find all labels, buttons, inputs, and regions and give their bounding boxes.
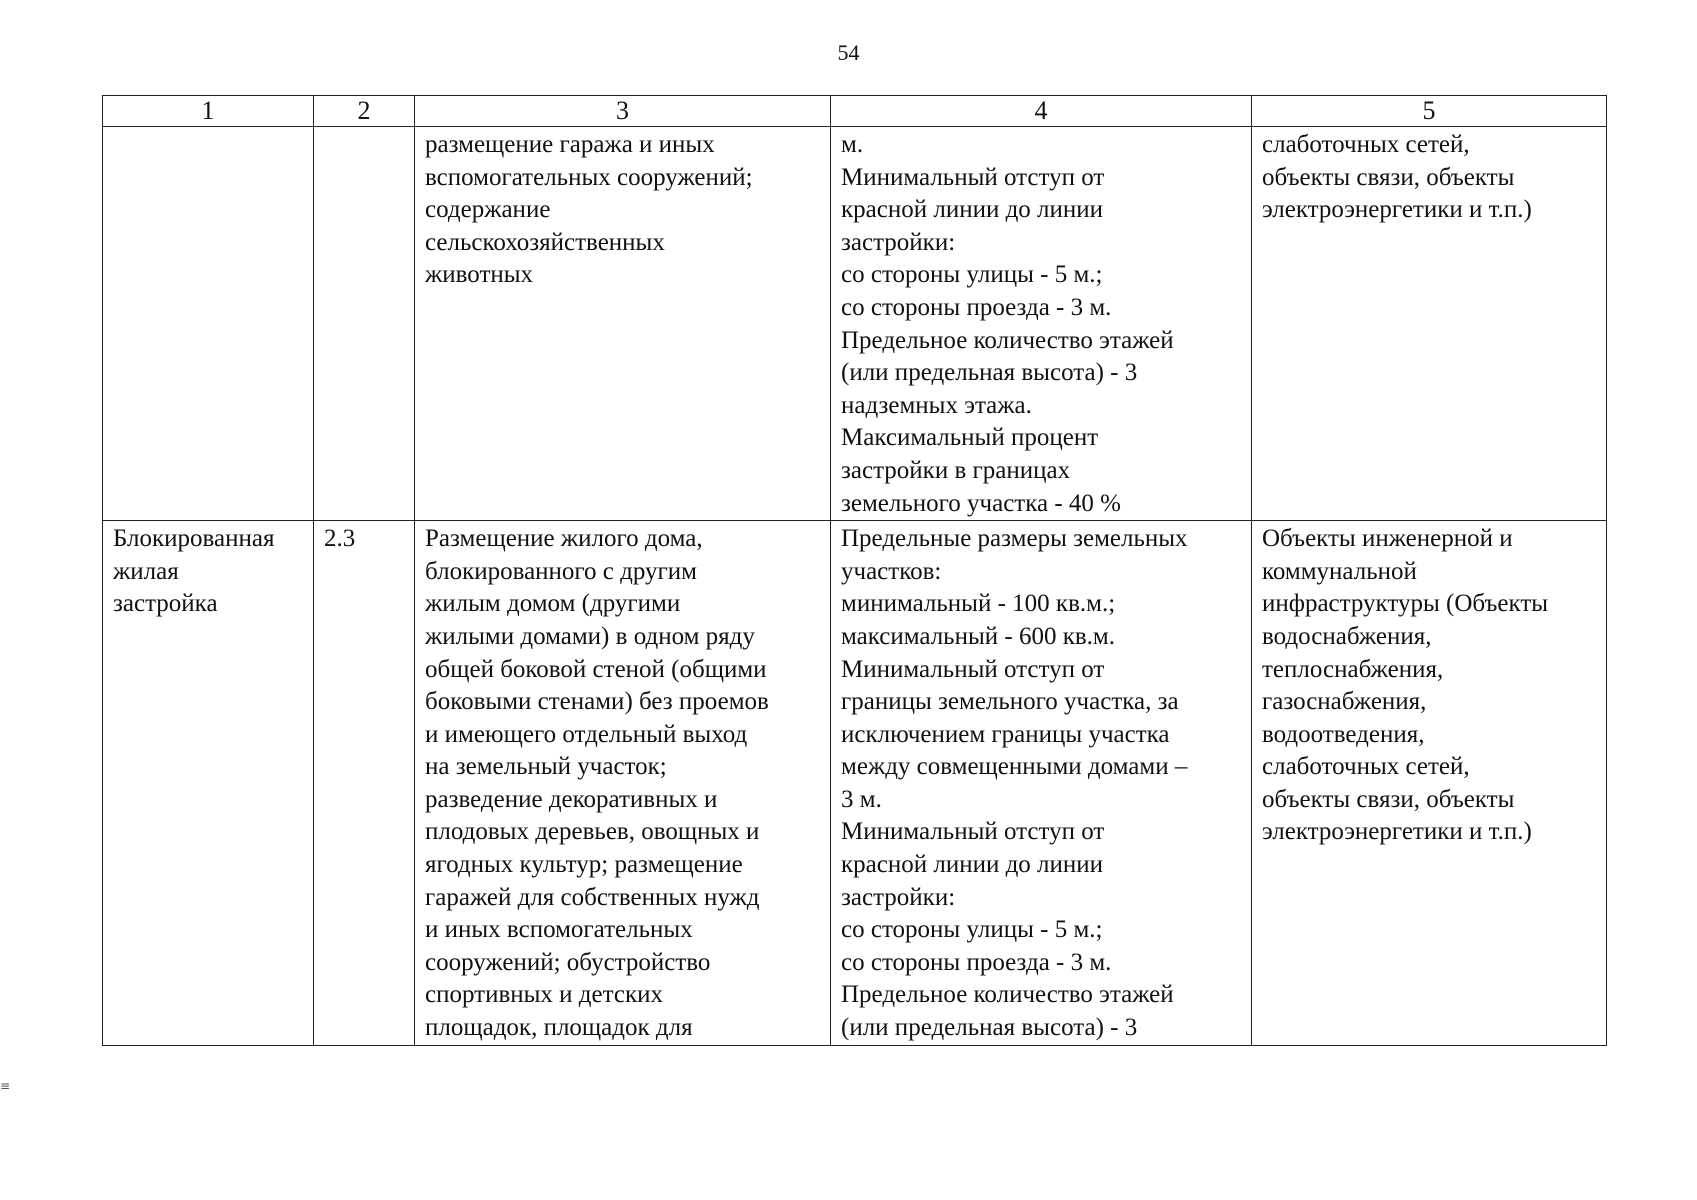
parameters-cell: Предельные размеры земельных участков: минимальный - 100 кв.м.; максимальный - 600 кв.м. Минимальный отступ от границы земельного участка, за исключением границы участка между совмещенными домами – 3 м. Минимальный отступ от красной линии до линии застройки: со стороны улицы - 5 м.; со стороны проезда - 3 м. Предельное количество этажей (или предельная высота) - 3 bbox=[831, 521, 1252, 1046]
land-use-description-cell: Размещение жилого дома, блокированного с другим жилым домом (другими жилыми домами) в одном ряду общей боковой стеной (общими боковыми стенами) без проемов и имеющего отдельный выход на земельный участок; разведение декоративных и плодовых деревьев, овощных и ягодных культур; размещение гаражей для собственных нужд и иных вспомогательных сооружений; обустройство спортивных и детских площадок, площадок для bbox=[415, 521, 831, 1046]
land-use-code-cell: 2.3 bbox=[314, 521, 415, 1046]
auxiliary-uses-cell: Объекты инженерной и коммунальной инфраструктуры (Объекты водоснабжения, теплоснабжения, газоснабжения, водоотведения, слаботочных сетей, объекты связи, объекты электроэнергетики и т.п.) bbox=[1252, 521, 1607, 1046]
land-use-name-cell: Блокированная жилая застройка bbox=[103, 521, 314, 1046]
land-use-code-cell bbox=[314, 127, 415, 521]
column-header-4: 4 bbox=[831, 96, 1252, 127]
page-number: 54 bbox=[837, 40, 860, 65]
parameters-cell: м. Минимальный отступ от красной линии до линии застройки: со стороны улицы - 5 м.; со стороны проезда - 3 м. Предельное количество этажей (или предельная высота) - 3 надземных этажа. Максимальный процент застройки в границах земельного участка - 40 % bbox=[831, 127, 1252, 521]
auxiliary-uses-cell: слаботочных сетей, объекты связи, объекты электроэнергетики и т.п.) bbox=[1252, 127, 1607, 521]
table-row bbox=[103, 521, 1607, 1046]
land-use-name-cell bbox=[103, 127, 314, 521]
scan-margin-mark: ≡ bbox=[0, 1079, 11, 1093]
column-header-2: 2 bbox=[314, 96, 415, 127]
column-header-3: 3 bbox=[415, 96, 831, 127]
table-row bbox=[103, 127, 1607, 521]
column-header-1: 1 bbox=[103, 96, 314, 127]
zoning-table bbox=[102, 95, 1607, 1046]
header-row bbox=[103, 96, 1607, 127]
column-header-5: 5 bbox=[1252, 96, 1607, 127]
land-use-description-cell: размещение гаража и иных вспомогательных сооружений; содержание сельскохозяйственных животных bbox=[415, 127, 831, 521]
